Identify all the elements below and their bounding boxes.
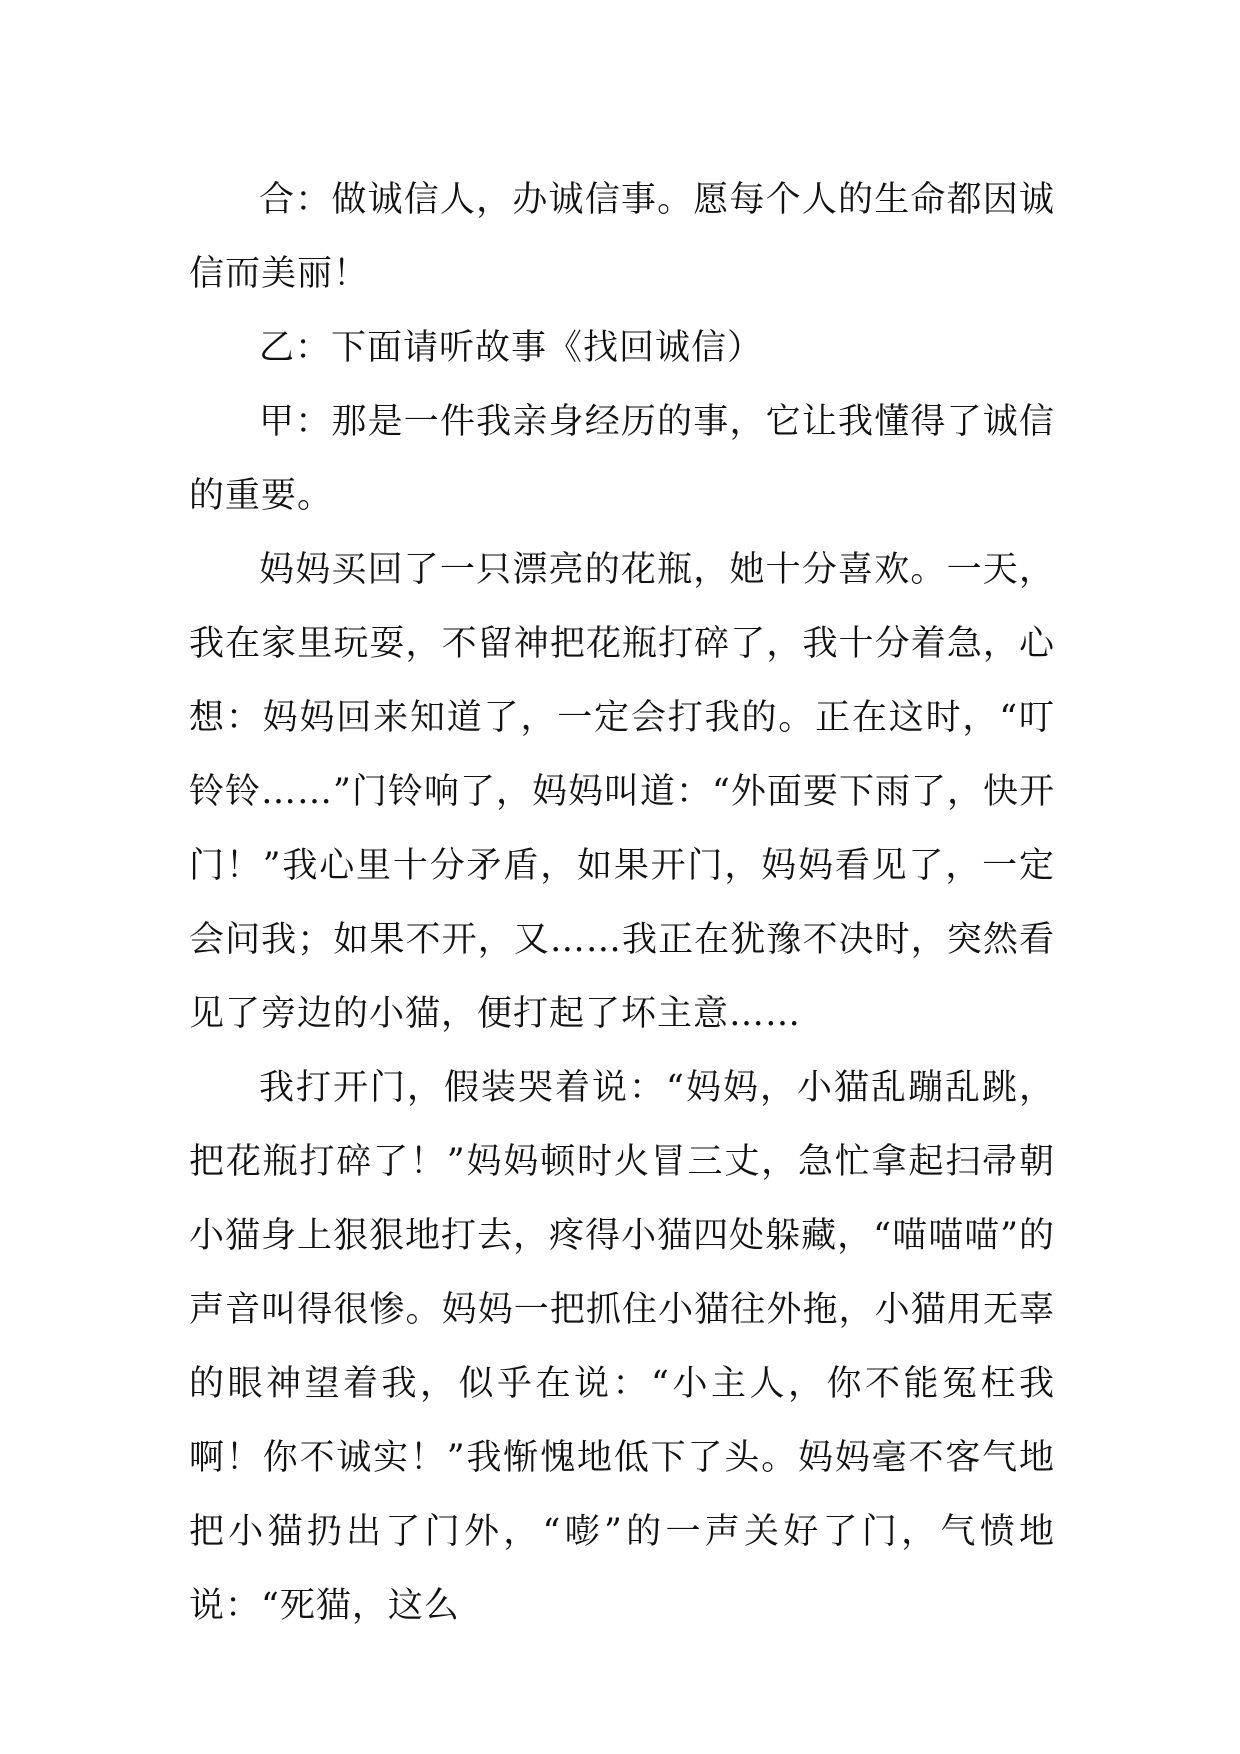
paragraph-story-2: 我打开门，假装哭着说：“妈妈，小猫乱蹦乱跳，把花瓶打碎了！”妈妈顿时火冒三丈，急忙拿起扫帚朝小猫身上狠狠地打去，疼得小猫四处躲藏，“喵喵喵”的声音叫得很惨。妈妈一把抓住小猫往外拖，小猫用无辜的眼神望着我，似乎在说：“小主人，你不能冤枉我啊！你不诚实！”我惭愧地低下了头。妈妈毫不客气地把小猫扔出了门外，“嘭”的一声关好了门，气愤地说：“死猫，这么 (189, 1068, 1055, 1626)
paragraph-chorus: 合：做诚信人，办诚信事。愿每个人的生命都因诚信而美丽！ (189, 180, 1055, 294)
document-body (189, 163, 1055, 1643)
paragraph-story-1: 妈妈买回了一只漂亮的花瓶，她十分喜欢。一天，我在家里玩耍，不留神把花瓶打碎了，我十分着急，心想：妈妈回来知道了，一定会打我的。正在这时，“叮铃铃……”门铃响了，妈妈叫道：“外面要下雨了，快开门！”我心里十分矛盾，如果开门，妈妈看见了，一定会问我；如果不开，又……我正在犹豫不决时，突然看见了旁边的小猫，便打起了坏主意…… (189, 550, 1055, 1034)
paragraph-jia: 甲：那是一件我亲身经历的事，它让我懂得了诚信的重要。 (189, 402, 1055, 516)
paragraph-yi: 乙：下面请听故事《找回诚信） (259, 328, 764, 368)
